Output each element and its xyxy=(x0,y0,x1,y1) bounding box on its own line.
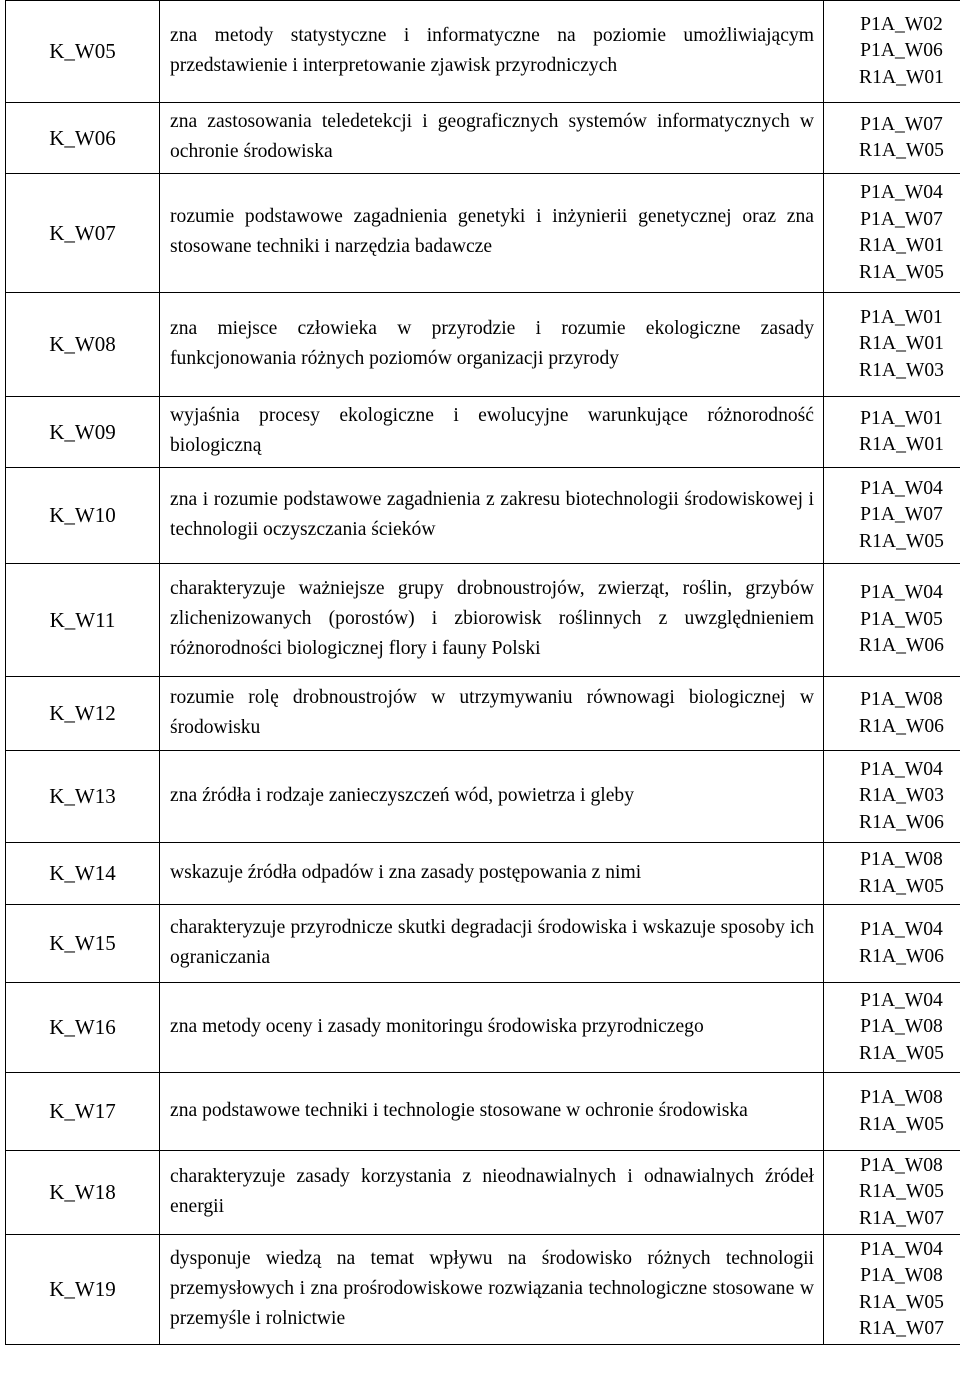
outcome-references xyxy=(824,751,960,843)
reference-code: P1A_W02 xyxy=(860,13,943,35)
reference-code: P1A_W01 xyxy=(860,407,943,429)
reference-code: P1A_W05 xyxy=(860,608,943,630)
reference-code: P1A_W07 xyxy=(860,504,943,526)
outcome-references xyxy=(824,103,960,174)
outcome-references xyxy=(824,983,960,1073)
table-row xyxy=(6,397,960,468)
outcome-code: K_W14 xyxy=(6,843,160,905)
table-row xyxy=(6,293,960,397)
outcome-references xyxy=(824,397,960,468)
reference-code: R1A_W05 xyxy=(859,530,944,552)
reference-code: R1A_W01 xyxy=(859,333,944,355)
outcome-references xyxy=(824,468,960,564)
reference-code: R1A_W05 xyxy=(859,140,944,161)
outcome-code: K_W19 xyxy=(6,1235,160,1345)
reference-code: P1A_W01 xyxy=(860,306,943,328)
outcome-code: K_W10 xyxy=(6,468,160,564)
outcome-description: zna metody statystyczne i informatyczne na poziomie umożliwiającym przedstawienie i interpretowanie zjawisk przyrodniczych xyxy=(160,1,824,103)
outcome-references xyxy=(824,905,960,983)
outcome-description: rozumie podstawowe zagadnienia genetyki i inżynierii genetycznej oraz zna stosowane techniki i narzędzia badawcze xyxy=(160,174,824,293)
outcome-description: zna miejsce człowieka w przyrodzie i rozumie ekologiczne zasady funkcjonowania różnych poziomów organizacji przyrody xyxy=(160,293,824,397)
outcome-code: K_W16 xyxy=(6,983,160,1073)
outcome-description: dysponuje wiedzą na temat wpływu na środowisko różnych technologii przemysłowych i zna prośrodowiskowe rozwiązania technologiczne stosowane w przemyśle i rolnictwie xyxy=(160,1235,824,1345)
reference-code: R1A_W05 xyxy=(859,1042,944,1064)
outcome-code: K_W18 xyxy=(6,1151,160,1235)
reference-code: R1A_W06 xyxy=(859,811,944,833)
reference-code: R1A_W06 xyxy=(859,635,944,657)
table-row xyxy=(6,103,960,174)
outcome-code: K_W05 xyxy=(6,1,160,103)
reference-code: R1A_W05 xyxy=(859,1291,944,1313)
outcome-references xyxy=(824,564,960,677)
reference-code: P1A_W08 xyxy=(860,1016,943,1038)
reference-code: R1A_W06 xyxy=(859,715,944,737)
table-row xyxy=(6,905,960,983)
outcome-references xyxy=(824,843,960,905)
reference-code: R1A_W01 xyxy=(859,434,944,455)
reference-code: P1A_W06 xyxy=(860,40,943,62)
reference-code: P1A_W07 xyxy=(860,208,943,230)
reference-code: P1A_W04 xyxy=(860,582,943,604)
reference-code: P1A_W08 xyxy=(860,689,943,710)
reference-code: P1A_W04 xyxy=(860,477,943,499)
reference-code: R1A_W03 xyxy=(859,785,944,807)
reference-code: R1A_W01 xyxy=(859,66,944,88)
outcome-references xyxy=(824,677,960,751)
outcome-description: charakteryzuje zasady korzystania z nieodnawialnych i odnawialnych źródeł energii xyxy=(160,1151,824,1235)
reference-code: R1A_W05 xyxy=(859,1113,944,1135)
outcome-references xyxy=(824,1151,960,1235)
outcome-code: K_W06 xyxy=(6,103,160,174)
table-row xyxy=(6,1151,960,1235)
outcome-references xyxy=(824,293,960,397)
outcome-description: charakteryzuje ważniejsze grupy drobnoustrojów, zwierząt, roślin, grzybów zlichenizowanych (porostów) i zbiorowisk roślinnych z uwzględnieniem różnorodności biologicznej flory i fauny Polski xyxy=(160,564,824,677)
outcome-references xyxy=(824,174,960,293)
outcome-code: K_W12 xyxy=(6,677,160,751)
outcome-references xyxy=(824,1073,960,1151)
reference-code: R1A_W05 xyxy=(859,1181,944,1203)
outcome-description: charakteryzuje przyrodnicze skutki degradacji środowiska i wskazuje sposoby ich ograniczania xyxy=(160,905,824,983)
outcome-references xyxy=(824,1235,960,1345)
outcome-description: zna zastosowania teledetekcji i geograficznych systemów informatycznych w ochronie środowiska xyxy=(160,103,824,174)
reference-code: P1A_W04 xyxy=(860,758,943,780)
outcome-code: K_W11 xyxy=(6,564,160,677)
outcome-description: zna metody oceny i zasady monitoringu środowiska przyrodniczego xyxy=(160,983,824,1073)
reference-code: R1A_W03 xyxy=(859,359,944,381)
outcome-description: wyjaśnia procesy ekologiczne i ewolucyjne warunkujące różnorodność biologiczną xyxy=(160,397,824,468)
outcome-references xyxy=(824,1,960,103)
table-row xyxy=(6,564,960,677)
outcome-code: K_W07 xyxy=(6,174,160,293)
reference-code: P1A_W04 xyxy=(860,1238,943,1260)
reference-code: P1A_W04 xyxy=(860,989,943,1011)
outcome-code: K_W17 xyxy=(6,1073,160,1151)
outcome-description: zna źródła i rodzaje zanieczyszczeń wód, powietrza i gleby xyxy=(160,751,824,843)
table-row xyxy=(6,983,960,1073)
table-row xyxy=(6,1,960,103)
outcome-description: wskazuje źródła odpadów i zna zasady postępowania z nimi xyxy=(160,843,824,905)
table-row xyxy=(6,1073,960,1151)
outcome-description: zna i rozumie podstawowe zagadnienia z zakresu biotechnologii środowiskowej i technologii oczyszczania ścieków xyxy=(160,468,824,564)
outcome-code: K_W15 xyxy=(6,905,160,983)
reference-code: R1A_W07 xyxy=(859,1318,944,1339)
outcome-code: K_W13 xyxy=(6,751,160,843)
reference-code: P1A_W08 xyxy=(860,1154,943,1176)
outcome-description: zna podstawowe techniki i technologie stosowane w ochronie środowiska xyxy=(160,1073,824,1151)
reference-code: P1A_W08 xyxy=(860,1265,943,1286)
table-body xyxy=(6,1,960,1345)
table-row xyxy=(6,1235,960,1345)
reference-code: P1A_W08 xyxy=(860,849,943,870)
outcome-description: rozumie rolę drobnoustrojów w utrzymywaniu równowagi biologicznej w środowisku xyxy=(160,677,824,751)
table-row xyxy=(6,677,960,751)
reference-code: R1A_W01 xyxy=(859,235,944,256)
reference-code: P1A_W04 xyxy=(860,919,943,940)
table-row xyxy=(6,174,960,293)
table-row xyxy=(6,468,960,564)
outcome-code: K_W09 xyxy=(6,397,160,468)
table-row xyxy=(6,751,960,843)
reference-code: R1A_W05 xyxy=(859,875,944,897)
reference-code: R1A_W07 xyxy=(859,1207,944,1229)
reference-code: P1A_W08 xyxy=(860,1087,943,1108)
reference-code: R1A_W06 xyxy=(859,945,944,967)
reference-code: P1A_W07 xyxy=(860,113,943,135)
reference-code: R1A_W05 xyxy=(859,261,944,283)
outcome-code: K_W08 xyxy=(6,293,160,397)
table-row xyxy=(6,843,960,905)
learning-outcomes-table xyxy=(5,0,960,1345)
reference-code: P1A_W04 xyxy=(860,182,943,203)
